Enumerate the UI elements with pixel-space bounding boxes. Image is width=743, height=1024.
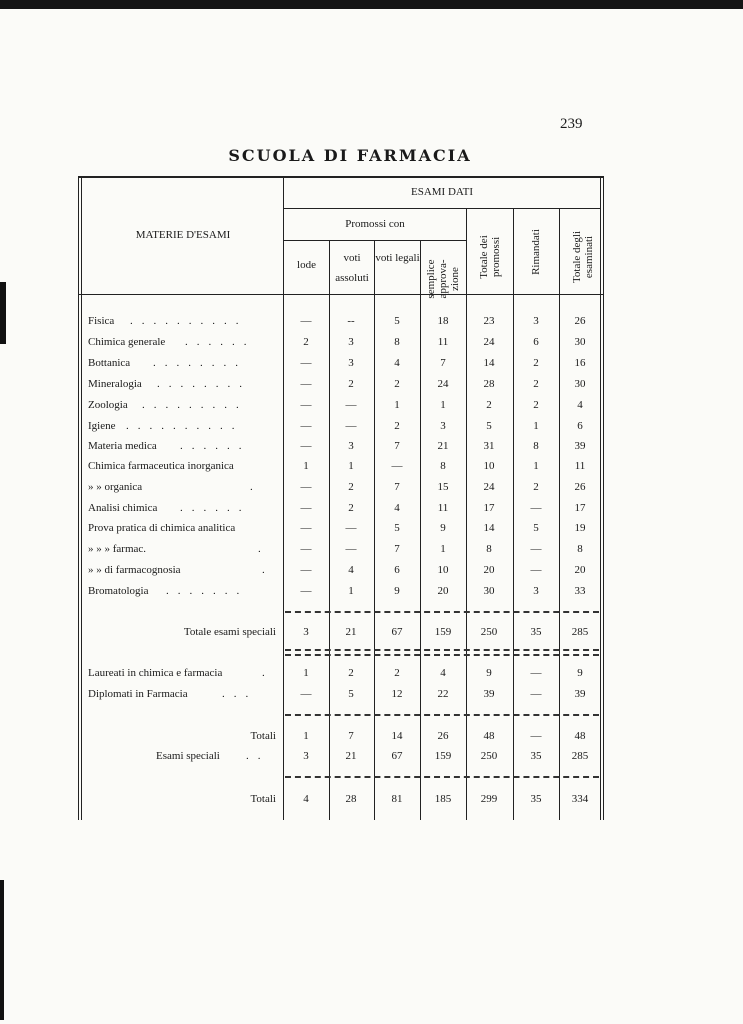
table-cell: — <box>530 667 542 679</box>
table-cell: 11 <box>437 502 449 514</box>
row-label: Laureati in chimica e farmacia <box>88 667 223 679</box>
table-cell: 2 <box>348 481 354 493</box>
row-label: Chimica farmaceutica inorganica <box>88 460 234 472</box>
row-label: » » di farmacognosia <box>88 564 181 576</box>
table-cell: 3 <box>440 420 446 432</box>
table-cell: 2 <box>533 357 539 369</box>
table-cell: — <box>300 420 312 432</box>
table-cell: 1 <box>533 460 539 472</box>
table-cell: — <box>300 522 312 534</box>
table-cell: 2 <box>394 378 400 390</box>
table-cell: 11 <box>437 336 449 348</box>
table-cell: — <box>300 399 312 411</box>
table-cell: — <box>300 481 312 493</box>
leader-dots: ... <box>222 688 258 700</box>
table-cell: 8 <box>577 543 583 555</box>
table-cell: 48 <box>574 730 586 742</box>
leader-dots: . <box>262 667 274 679</box>
row-label: Chimica generale <box>88 336 166 348</box>
table-cell: 7 <box>394 543 400 555</box>
table-cell: 7 <box>394 481 400 493</box>
header-materie: MATERIE D'ESAMI <box>135 229 231 241</box>
table-cell: 17 <box>483 502 495 514</box>
table-cell: — <box>530 564 542 576</box>
row-label: Totali <box>250 730 276 742</box>
table-cell: — <box>530 730 542 742</box>
table-cell: 6 <box>533 336 539 348</box>
table-cell: 8 <box>394 336 400 348</box>
table-cell: 10 <box>483 460 495 472</box>
table-cell: 17 <box>574 502 586 514</box>
table-cell: — <box>300 543 312 555</box>
table-cell: 299 <box>480 793 498 805</box>
leader-dots: ...... <box>180 502 251 514</box>
row-label: Zoologia <box>88 399 128 411</box>
leader-dots: ...... <box>180 440 251 452</box>
leader-dots: ...... <box>185 336 256 348</box>
table-cell: 39 <box>574 688 586 700</box>
header-promossi-con: Promossi con <box>345 218 405 230</box>
leader-dots: .. <box>246 750 270 762</box>
table-cell: 7 <box>394 440 400 452</box>
table-cell: 2 <box>348 502 354 514</box>
table-cell: 1 <box>348 460 354 472</box>
row-label: Materia medica <box>88 440 157 452</box>
table-cell: 3 <box>533 585 539 597</box>
table-cell: 14 <box>483 522 495 534</box>
table-cell: 285 <box>571 626 589 638</box>
table-cell: 3 <box>533 315 539 327</box>
table-cell: 24 <box>437 378 449 390</box>
table-cell: 7 <box>440 357 446 369</box>
scan-left-mark-lower <box>0 880 4 1020</box>
leader-dots: ......... <box>142 399 248 411</box>
table-cell: 159 <box>434 750 452 762</box>
table-cell: 19 <box>574 522 586 534</box>
row-label: Mineralogia <box>88 378 142 390</box>
table-cell: 2 <box>486 399 492 411</box>
table-cell: 1 <box>440 543 446 555</box>
table-cell: 2 <box>394 420 400 432</box>
table-cell: 18 <box>437 315 449 327</box>
row-label: Prova pratica di chimica analitica <box>88 522 236 534</box>
table-cell: 9 <box>577 667 583 679</box>
table-cell: 30 <box>574 336 586 348</box>
table-cell: 250 <box>480 626 498 638</box>
leader-dots: .......... <box>130 315 248 327</box>
table-cell: 24 <box>483 336 495 348</box>
row-label: » » » farmac. <box>88 543 147 555</box>
table-cell: 48 <box>483 730 495 742</box>
table-cell: 6 <box>577 420 583 432</box>
row-label: Diplomati in Farmacia <box>88 688 188 700</box>
table-cell: 28 <box>345 793 357 805</box>
table-cell: 3 <box>303 750 309 762</box>
table-cell: 2 <box>348 378 354 390</box>
table-cell: 185 <box>434 793 452 805</box>
page-number: 239 <box>560 116 583 132</box>
table-cell: 4 <box>348 564 354 576</box>
table-cell: 1 <box>303 667 309 679</box>
table-cell: 3 <box>348 336 354 348</box>
header-col-rimandati: Rimandati <box>530 229 542 275</box>
table-cell: 4 <box>303 793 309 805</box>
table-cell: 6 <box>394 564 400 576</box>
header-col-voti-assoluti: voti assoluti <box>335 252 369 284</box>
table-cell: 3 <box>348 440 354 452</box>
table-cell: 3 <box>348 357 354 369</box>
table-cell: 67 <box>391 750 403 762</box>
leader-dots: ........ <box>153 357 247 369</box>
table-cell: 2 <box>533 481 539 493</box>
header-esami-dati: ESAMI DATI <box>410 186 474 198</box>
table-cell: — <box>345 522 357 534</box>
table-cell: 250 <box>480 750 498 762</box>
table-cell: 1 <box>440 399 446 411</box>
table-cell: — <box>345 399 357 411</box>
table-cell: 9 <box>440 522 446 534</box>
table-cell: — <box>300 440 312 452</box>
table-cell: 5 <box>533 522 539 534</box>
table-cell: — <box>300 688 312 700</box>
table-cell: 1 <box>303 730 309 742</box>
table-cell: 31 <box>483 440 495 452</box>
table-cell: 30 <box>574 378 586 390</box>
table-cell: — <box>530 688 542 700</box>
table-cell: -- <box>347 315 355 327</box>
table-cell: 39 <box>574 440 586 452</box>
header-col-totale-promossi: Totale dei promossi <box>478 235 502 279</box>
table-cell: 21 <box>345 626 357 638</box>
table-cell: 1 <box>394 399 400 411</box>
header-col-totale-esaminati: Totale degli esaminati <box>571 230 595 284</box>
scan-top-edge <box>0 0 743 9</box>
row-label: » » organica <box>88 481 143 493</box>
table-cell: 21 <box>345 750 357 762</box>
table-cell: 10 <box>437 564 449 576</box>
table-cell: 30 <box>483 585 495 597</box>
table-cell: 14 <box>391 730 403 742</box>
table-cell: 4 <box>394 357 400 369</box>
table-cell: 26 <box>437 730 449 742</box>
table-cell: 26 <box>574 481 586 493</box>
header-col-voti-legali: voti legali <box>375 252 420 264</box>
table-cell: 20 <box>483 564 495 576</box>
table-cell: 4 <box>394 502 400 514</box>
table-cell: 1 <box>533 420 539 432</box>
table-cell: — <box>300 315 312 327</box>
table-cell: 35 <box>530 793 542 805</box>
table-cell: — <box>345 420 357 432</box>
table-cell: 2 <box>348 667 354 679</box>
table-cell: 159 <box>434 626 452 638</box>
table-cell: 20 <box>574 564 586 576</box>
table-cell: — <box>391 460 403 472</box>
table-cell: — <box>530 543 542 555</box>
leader-dots: . <box>262 564 274 576</box>
table-cell: 22 <box>437 688 449 700</box>
table-cell: 1 <box>348 585 354 597</box>
header-col-lode: lode <box>297 259 316 271</box>
table-cell: 24 <box>483 481 495 493</box>
row-label: Totale esami speciali <box>183 626 276 638</box>
table-cell: 1 <box>303 460 309 472</box>
table-cell: 28 <box>483 378 495 390</box>
table-cell: 4 <box>440 667 446 679</box>
table-cell: 7 <box>348 730 354 742</box>
table-cell: 5 <box>394 315 400 327</box>
row-label: Bottanica <box>88 357 131 369</box>
table-cell: 3 <box>303 626 309 638</box>
table-cell: 67 <box>391 626 403 638</box>
table-cell: 15 <box>437 481 449 493</box>
leader-dots: ........ <box>157 378 251 390</box>
leader-dots: ....... <box>166 585 249 597</box>
leader-dots: . <box>250 481 262 493</box>
table-cell: 5 <box>348 688 354 700</box>
table-cell: 5 <box>486 420 492 432</box>
leader-dots: .......... <box>126 420 244 432</box>
row-label: Totali <box>250 793 276 805</box>
table-cell: 4 <box>577 399 583 411</box>
table-cell: — <box>345 543 357 555</box>
table-cell: 35 <box>530 750 542 762</box>
table-cell: 35 <box>530 626 542 638</box>
table-cell: — <box>300 585 312 597</box>
table-cell: 20 <box>437 585 449 597</box>
table-cell: 81 <box>391 793 403 805</box>
header-col-semplice: semplice approva-zione <box>425 259 461 299</box>
table-cell: 8 <box>486 543 492 555</box>
table-cell: 8 <box>533 440 539 452</box>
table-cell: 26 <box>574 315 586 327</box>
table-cell: 2 <box>394 667 400 679</box>
table-cell: 12 <box>391 688 403 700</box>
table-cell: 14 <box>483 357 495 369</box>
table-cell: 2 <box>533 399 539 411</box>
table-cell: — <box>300 378 312 390</box>
table-cell: 8 <box>440 460 446 472</box>
scan-left-mark <box>0 282 6 344</box>
table-cell: 39 <box>483 688 495 700</box>
table-cell: 9 <box>486 667 492 679</box>
table-cell: 9 <box>394 585 400 597</box>
table-cell: 334 <box>571 793 589 805</box>
table-cell: 16 <box>574 357 586 369</box>
table-cell: — <box>300 502 312 514</box>
table-cell: — <box>300 357 312 369</box>
table-cell: 5 <box>394 522 400 534</box>
table-cell: — <box>530 502 542 514</box>
row-label: Igiene <box>88 420 116 432</box>
row-label: Bromatologia <box>88 585 149 597</box>
table-cell: 21 <box>437 440 449 452</box>
table-cell: 285 <box>571 750 589 762</box>
row-label: Fisica <box>88 315 115 327</box>
table-cell: 11 <box>574 460 586 472</box>
table-cell: 23 <box>483 315 495 327</box>
page-title: SCUOLA DI FARMACIA <box>228 146 472 165</box>
table-cell: — <box>300 564 312 576</box>
row-label: Analisi chimica <box>88 502 158 514</box>
leader-dots: . <box>258 543 270 555</box>
table-cell: 2 <box>533 378 539 390</box>
row-label: Esami speciali <box>156 750 220 762</box>
table-cell: 2 <box>303 336 309 348</box>
table-cell: 33 <box>574 585 586 597</box>
